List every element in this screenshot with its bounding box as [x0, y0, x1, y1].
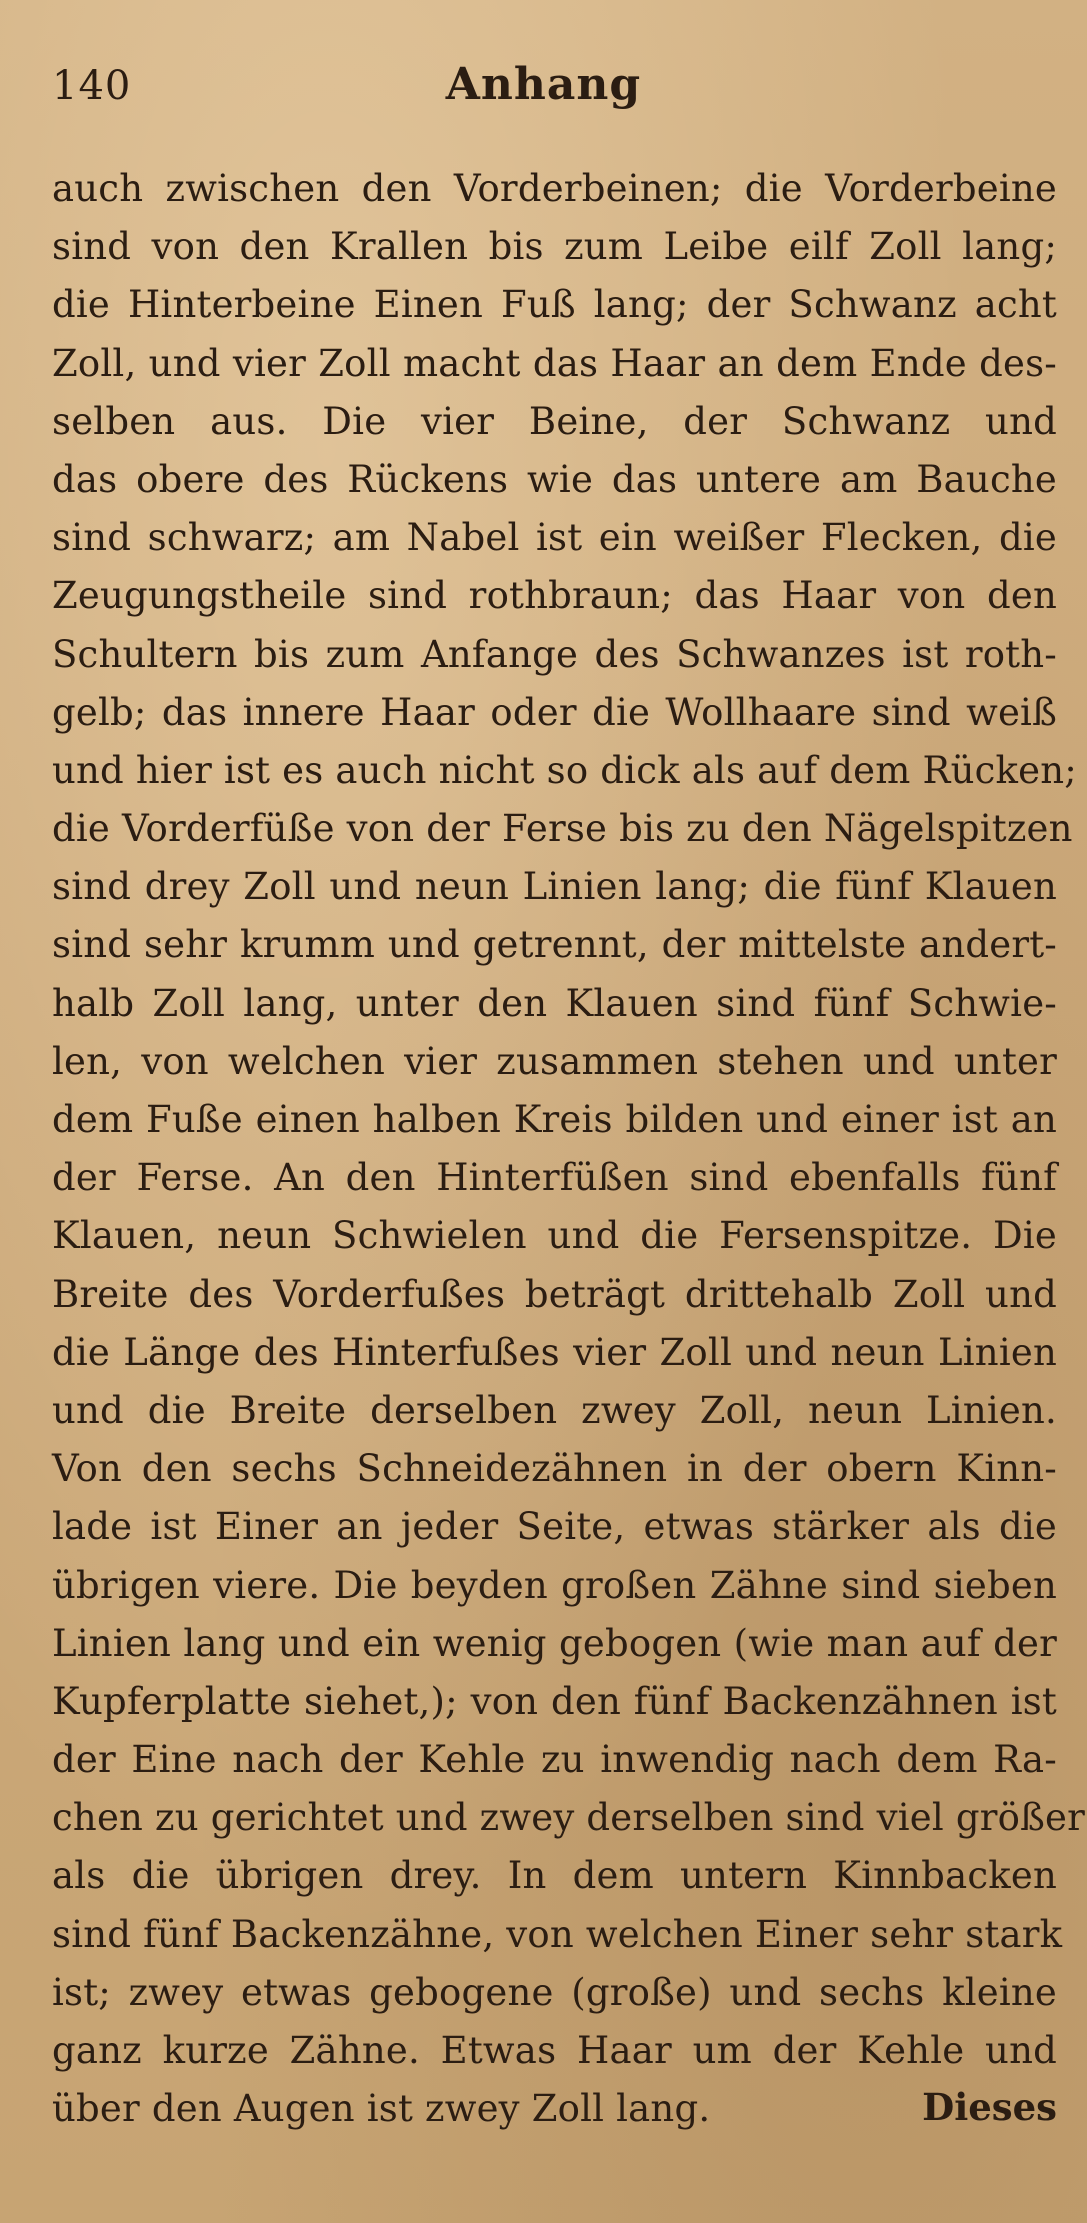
text-line: selben aus. Die vier Beine, der Schwanz und — [52, 399, 1057, 443]
text-line: das obere des Rückens wie das untere am Bauche — [52, 457, 1057, 501]
running-head: Anhang — [445, 59, 642, 110]
catchword: Dieses — [922, 2085, 1057, 2129]
text-line: dem Fuße einen halben Kreis bilden und einer ist an — [52, 1098, 1057, 1141]
text-line: sind sehr krumm und getrennt, der mittelste andert- — [52, 923, 1057, 967]
text-line: sind schwarz; am Nabel ist ein weißer Flecken, die — [52, 516, 1057, 560]
page-number: 140 — [52, 63, 132, 109]
text-line: übrigen viere. Die beyden großen Zähne sind sieben — [52, 1563, 1057, 1607]
text-line: gelb; das innere Haar oder die Wollhaare sind weiß — [52, 690, 1057, 734]
text-line: die Vorderfüße von der Ferse bis zu den Nägelspitzen — [52, 807, 1073, 851]
text-line: Zoll, und vier Zoll macht das Haar an dem Ende des- — [52, 341, 1057, 385]
text-line: Linien lang und ein wenig gebogen (wie man auf der — [52, 1621, 1057, 1665]
text-line: und hier ist es auch nicht so dick als auf dem Rücken; — [52, 748, 1077, 792]
text-line: die Hinterbeine Einen Fuß lang; der Schwanz acht — [52, 283, 1057, 327]
text-line: über den Augen ist zwey Zoll lang. — [52, 2087, 711, 2131]
text-line: len, von welchen vier zusammen stehen und unter — [52, 1039, 1057, 1083]
text-line: als die übrigen drey. In dem untern Kinnbacken — [52, 1854, 1057, 1898]
text-line: Von den sechs Schneidezähnen in der obern Kinn- — [52, 1447, 1057, 1491]
text-line: ist; zwey etwas gebogene (große) und sechs kleine — [52, 1970, 1057, 2014]
body-text — [52, 160, 1086, 2138]
text-line: sind drey Zoll und neun Linien lang; die fünf Klauen — [52, 865, 1057, 909]
text-line: Zeugungstheile sind rothbraun; das Haar von den — [52, 574, 1057, 618]
text-line: ganz kurze Zähne. Etwas Haar um der Kehle und — [52, 2029, 1057, 2072]
text-line: der Ferse. An den Hinterfüßen sind ebenfalls fünf — [52, 1156, 1057, 1200]
text-line: sind fünf Backenzähne, von welchen Einer sehr stark — [52, 1912, 1063, 1956]
text-line: auch zwischen den Vorderbeinen; die Vorderbeine — [52, 167, 1057, 210]
text-line: sind von den Krallen bis zum Leibe eilf Zoll lang; — [52, 225, 1057, 269]
text-line: der Eine nach der Kehle zu inwendig nach dem Ra- — [52, 1738, 1057, 1782]
text-line: halb Zoll lang, unter den Klauen sind fünf Schwie- — [52, 981, 1057, 1025]
text-line: Kupferplatte siehet,); von den fünf Backenzähnen ist — [52, 1679, 1057, 1723]
text-line: lade ist Einer an jeder Seite, etwas stärker als die — [52, 1505, 1057, 1549]
text-line: Schultern bis zum Anfange des Schwanzes ist roth- — [52, 632, 1057, 676]
page-header — [0, 55, 1087, 125]
text-line: und die Breite derselben zwey Zoll, neun Linien. — [52, 1388, 1057, 1432]
text-line: die Länge des Hinterfußes vier Zoll und neun Linien — [52, 1330, 1057, 1374]
text-line: Klauen, neun Schwielen und die Fersenspitze. Die — [52, 1214, 1057, 1258]
text-line: chen zu gerichtet und zwey derselben sind viel größer — [52, 1796, 1086, 1840]
text-line: Breite des Vorderfußes beträgt drittehalb Zoll und — [52, 1272, 1057, 1316]
